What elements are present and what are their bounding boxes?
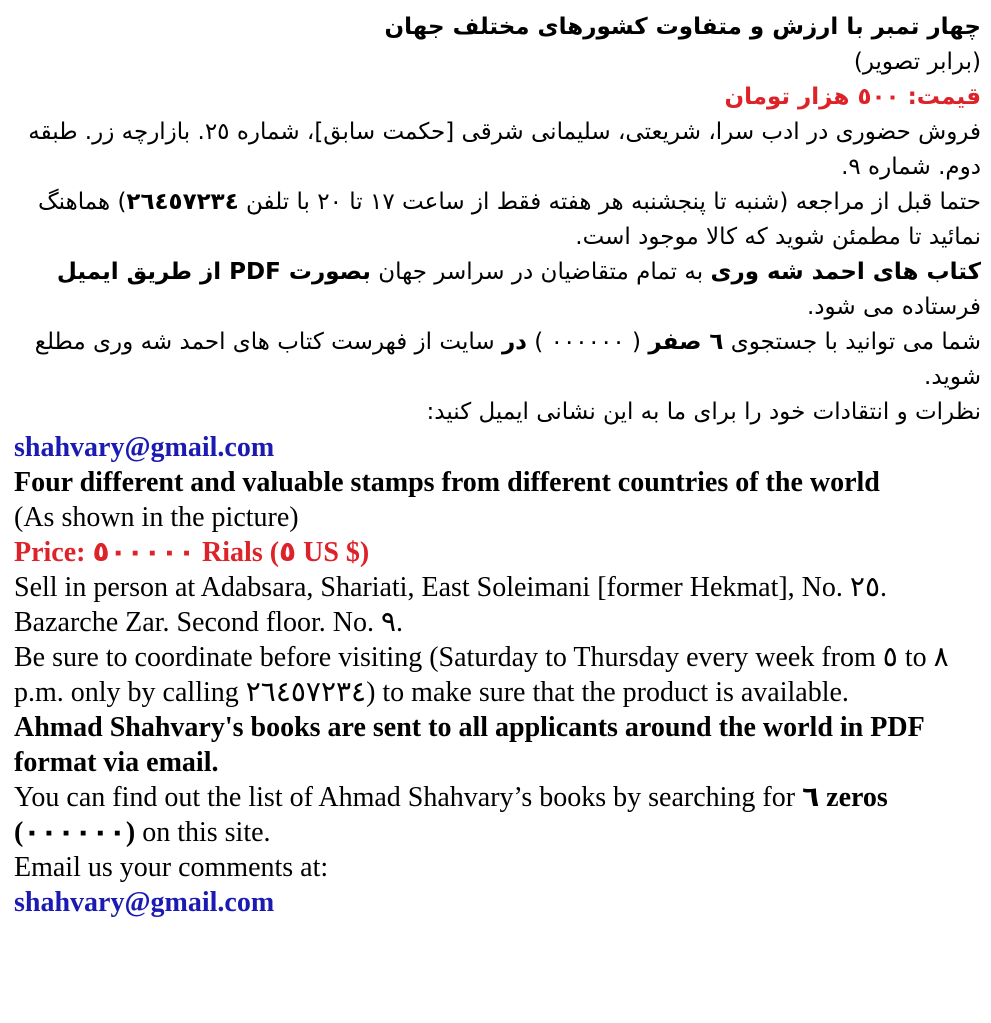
fa-search-dar: در	[501, 329, 527, 355]
fa-visit-post: ) هماهنگ نمائید تا مطمئن شوید که کالا موجود است.	[38, 189, 981, 250]
fa-search-zeros: ( ٠٠٠٠٠٠ )	[526, 329, 649, 355]
email-link-top[interactable]: shahvary@gmail.com	[14, 432, 275, 463]
en-visit-note: Be sure to coordinate before visiting (Saturday to Thursday every week from ٥ to ٨ p.m. only by calling ٢٦٤٥٧٢٣٤) to make sure that the product is available.	[14, 642, 949, 708]
fa-price: قیمت: ٥٠٠ هزار تومان	[724, 84, 981, 110]
fa-books-note	[14, 255, 981, 325]
en-as-picture: (As shown in the picture)	[14, 502, 299, 533]
email-line-top	[14, 430, 981, 465]
en-books-note: Ahmad Shahvary's books are sent to all applicants around the world in PDF format via email.	[14, 712, 924, 778]
fa-books-pdf: بصورت PDF از طریق ایمیل	[56, 259, 371, 285]
fa-title: چهار تمبر با ارزش و متفاوت کشورهای مختلف جهان	[384, 14, 981, 40]
fa-search-six-zeros: ٦ صفر	[648, 329, 724, 355]
fa-address: فروش حضوری در ادب سرا، شریعتی، سلیمانی شرقی [حکمت سابق]، شماره ٢٥. بازارچه زر. طبقه دوم. شماره ٩.	[28, 119, 981, 180]
en-price: Price: ٥٠٠٠٠٠ Rials (٥ US $)	[14, 537, 370, 568]
fa-search-note	[14, 325, 981, 395]
en-search-note	[14, 780, 981, 850]
email-line-bottom	[14, 885, 981, 920]
en-search-six-zeros: ٦ zeros (٠٠٠٠٠٠)	[14, 782, 888, 848]
email-link-bottom[interactable]: shahvary@gmail.com	[14, 887, 275, 918]
fa-books-author: کتاب های احمد شه وری	[710, 259, 981, 285]
fa-phone-number: ٢٦٤٥٧٢٣٤	[126, 189, 239, 215]
en-title: Four different and valuable stamps from different countries of the world	[14, 467, 880, 498]
fa-visit-note	[14, 185, 981, 255]
fa-search-pre: شما می توانید با جستجوی	[723, 329, 981, 355]
en-comments-note: Email us your comments at:	[14, 852, 329, 883]
en-address: Sell in person at Adabsara, Shariati, East Soleimani [former Hekmat], No. ٢٥. Bazarche Zar. Second floor. No. ٩.	[14, 572, 887, 638]
fa-books-mid: به تمام متقاضیان در سراسر جهان	[370, 259, 711, 285]
fa-search-post: سایت از فهرست کتاب های احمد شه وری مطلع شوید.	[34, 329, 981, 390]
en-search-post: on this site.	[135, 817, 271, 848]
fa-books-end: فرستاده می شود.	[806, 294, 981, 320]
en-search-pre: You can find out the list of Ahmad Shahvary’s books by searching for	[14, 782, 803, 813]
fa-comments-note: نظرات و انتقادات خود را برای ما به این نشانی ایمیل کنید:	[426, 399, 981, 425]
fa-visit-pre: حتما قبل از مراجعه (شنبه تا پنجشنبه هر هفته فقط از ساعت ١٧ تا ٢٠ با تلفن	[238, 189, 981, 215]
fa-as-picture: (برابر تصویر)	[853, 49, 981, 75]
